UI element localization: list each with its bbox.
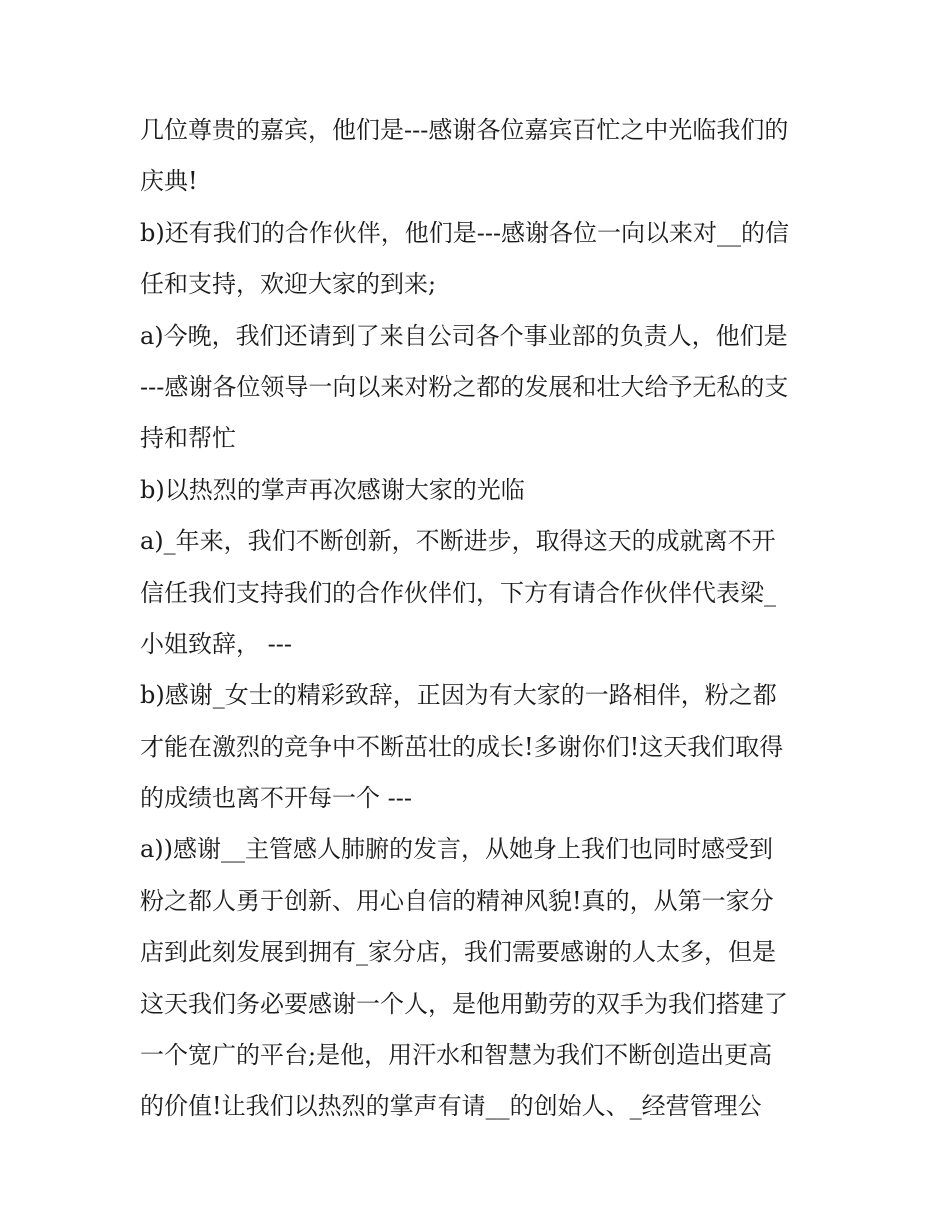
text-line: a)_年来，我们不断创新，不断进步，取得这天的成就离不开 [140,527,776,556]
text-line: 庆典! [140,167,198,196]
text-line: 持和帮忙 [140,424,236,453]
text-line: 的价值!让我们以热烈的掌声有请__的创始人、_经营管理公 [140,1092,762,1121]
text-line: ---感谢各位领导一向以来对粉之都的发展和壮大给予无私的支 [140,372,789,401]
text-line: a))感谢__主管感人肺腑的发言，从她身上我们也同时感受到 [140,835,774,864]
text-line: b)还有我们的合作伙伴，他们是---感谢各位一向以来对__的信 [140,218,790,247]
text-line: 小姐致辞， --- [140,629,292,658]
text-line: 这天我们务必要感谢一个人，是他用勤劳的双手为我们搭建了 [140,989,788,1018]
text-line: 的成绩也离不开每一个 --- [140,784,412,813]
text-line: 任和支持，欢迎大家的到来; [140,270,437,299]
text-line: 一个宽广的平台;是他，用汗水和智慧为我们不断创造出更高 [140,1041,773,1070]
text-line: 几位尊贵的嘉宾，他们是---感谢各位嘉宾百忙之中光临我们的 [140,116,789,144]
text-line: a)今晚，我们还请到了来自公司各个事业部的负责人，他们是 [140,321,788,350]
text-line: 才能在激烈的竞争中不断茁壮的成长!多谢你们!这天我们取得 [140,732,784,761]
text-line: b)以热烈的掌声再次感谢大家的光临 [140,475,525,504]
text-line: 粉之都人勇于创新、用心自信的精神风貌!真的，从第一家分 [140,886,774,915]
text-line: 信任我们支持我们的合作伙伴们，下方有请合作伙伴代表梁_ [140,578,776,607]
document-body [140,105,820,1133]
text-line: 店到此刻发展到拥有_家分店，我们需要感谢的人太多，但是 [140,938,776,967]
text-line: b)感谢_女士的精彩致辞，正因为有大家的一路相伴，粉之都 [140,681,777,710]
